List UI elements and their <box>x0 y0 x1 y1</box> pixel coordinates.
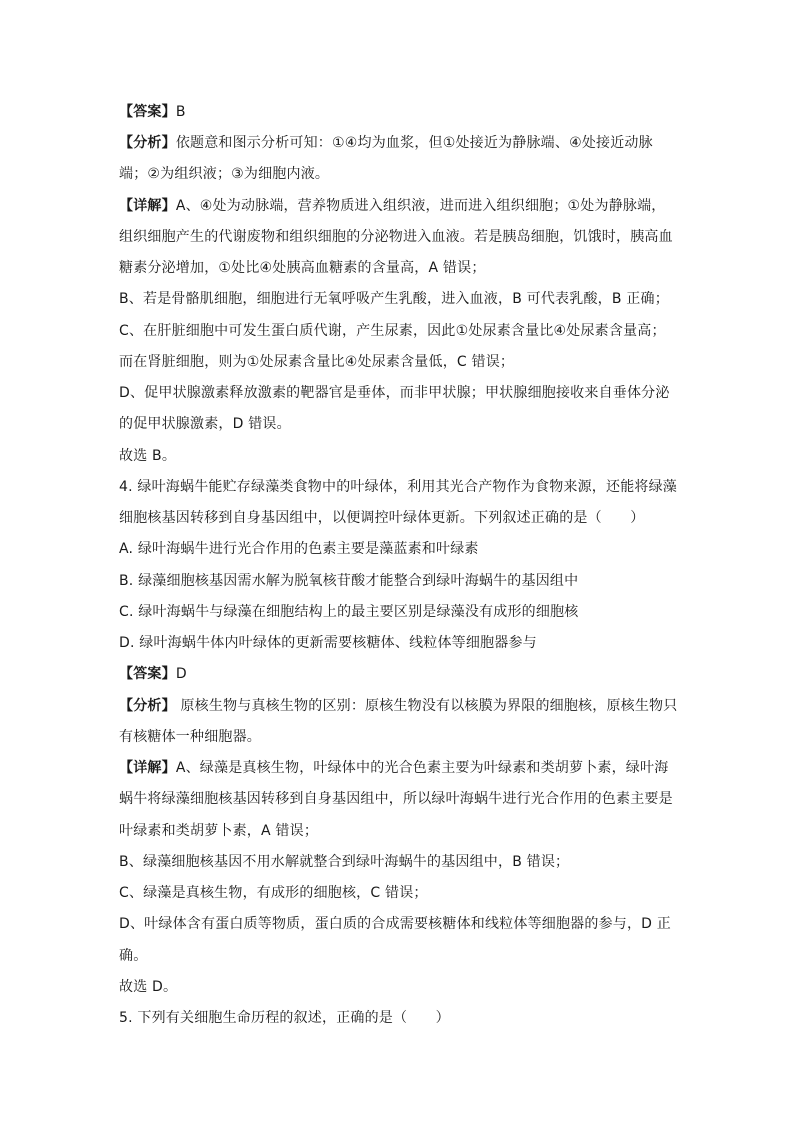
detail-text: A、④处为动脉端，营养物质进入组织液，进而进入组织细胞；①处为静脉端， <box>175 198 666 214</box>
analysis-text: 有核糖体一种细胞器。 <box>119 729 261 745</box>
question-stem: 细胞核基因转移到自身基因组中，以便调控叶绿体更新。下列叙述正确的是（ ） <box>119 510 645 526</box>
answer-value: B <box>175 104 186 120</box>
detail-text: A、绿藻是真核生物，叶绿体中的光合色素主要为叶绿素和类胡萝卜素，绿叶海 <box>175 760 669 776</box>
detail-text: 组织细胞产生的代谢废物和组织细胞的分泌物进入血液。若是胰岛细胞，饥饿时，胰高血 <box>119 229 673 245</box>
detail-text: 蜗牛将绿藻细胞核基因转移到自身基因组中，所以绿叶海蜗牛进行光合作用的色素主要是 <box>119 791 673 807</box>
conclusion: 故选 D。 <box>119 979 178 995</box>
q4-analysis-line <box>119 697 677 715</box>
question-stem: 4. 绿叶海蜗牛能贮存绿藻类食物中的叶绿体，利用其光合产物作为食物来源，还能将绿藻 <box>119 479 678 495</box>
detail-text: B、若是骨骼肌细胞，细胞进行无氧呼吸产生乳酸，进入血液，B 可代表乳酸，B 正确； <box>119 291 669 307</box>
answer-value: D <box>175 666 187 682</box>
answer-tag: 【答案】 <box>119 104 176 120</box>
detail-text: 叶绿素和类胡萝卜素，A 错误； <box>119 823 319 839</box>
q3-answer-line <box>119 103 186 121</box>
q4-answer-line <box>119 665 187 683</box>
analysis-text: 原核生物与真核生物的区别：原核生物没有以核膜为界限的细胞核，原核生物只 <box>175 698 678 714</box>
analysis-text: 依题意和图示分析可知：①④均为血浆，但①处接近为静脉端、④处接近动脉 <box>175 135 653 151</box>
detail-tag: 【详解】 <box>119 198 176 214</box>
option-d: D. 绿叶海蜗牛体内叶绿体的更新需要核糖体、线粒体等细胞器参与 <box>119 635 537 651</box>
analysis-tag: 【分析】 <box>119 698 176 714</box>
detail-text: 确。 <box>119 948 148 964</box>
q3-analysis-line <box>119 134 653 152</box>
detail-text: 而在肾脏细胞，则为①处尿素含量比④处尿素含量低，C 错误； <box>119 354 515 370</box>
question-stem: 5. 下列有关细胞生命历程的叙述，正确的是（ ） <box>119 1010 450 1026</box>
detail-tag: 【详解】 <box>119 760 176 776</box>
conclusion: 故选 B。 <box>119 448 177 464</box>
analysis-tag: 【分析】 <box>119 135 176 151</box>
detail-text: D、促甲状腺激素释放激素的靶器官是垂体，而非甲状腺；甲状腺细胞接收来自垂体分泌 <box>119 385 670 401</box>
option-b: B. 绿藻细胞核基因需水解为脱氧核苷酸才能整合到绿叶海蜗牛的基因组中 <box>119 573 579 589</box>
detail-text: B、绿藻细胞核基因不用水解就整合到绿叶海蜗牛的基因组中，B 错误； <box>119 854 570 870</box>
q3-detail-line <box>119 197 666 215</box>
option-a: A. 绿叶海蜗牛进行光合作用的色素主要是藻蓝素和叶绿素 <box>119 541 479 557</box>
q4-detail-line <box>119 759 668 777</box>
detail-text: C、绿藻是真核生物，有成形的细胞核，C 错误； <box>119 885 428 901</box>
analysis-text: 端；②为组织液；③为细胞内液。 <box>119 166 330 182</box>
detail-text: C、在肝脏细胞中可发生蛋白质代谢，产生尿素，因此①处尿素含量比④处尿素含量高； <box>119 323 666 339</box>
detail-text: 的促甲状腺激素，D 错误。 <box>119 416 291 432</box>
detail-text: 糖素分泌增加，①处比④处胰高血糖素的含量高，A 错误； <box>119 260 486 276</box>
detail-text: D、叶绿体含有蛋白质等物质，蛋白质的合成需要核糖体和线粒体等细胞器的参与，D 正 <box>119 916 672 932</box>
option-c: C. 绿叶海蜗牛与绿藻在细胞结构上的最主要区别是绿藻没有成形的细胞核 <box>119 604 579 620</box>
answer-tag: 【答案】 <box>119 666 176 682</box>
